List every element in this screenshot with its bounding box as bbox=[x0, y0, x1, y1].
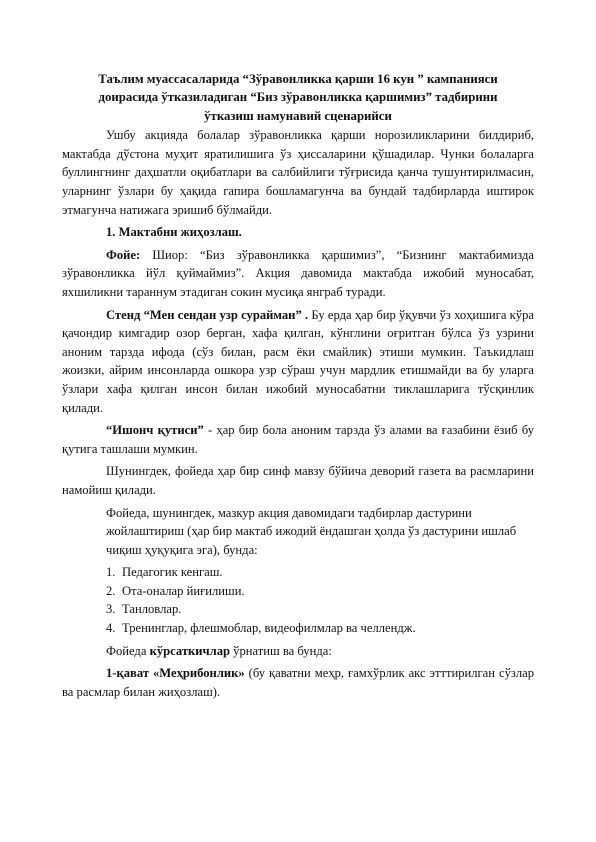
pointers-prefix: Фойеда bbox=[106, 643, 150, 658]
title-line-3: ўтказиш намунавий сценарийси bbox=[204, 108, 392, 123]
stand-label: Стенд “Мен сендан узр сурайман” . bbox=[106, 307, 309, 322]
stand-paragraph bbox=[62, 306, 534, 418]
floor-paragraph bbox=[62, 664, 534, 701]
title-line-1: Таълим муассасаларида “Зўравонликка қарши 16 кун ” кампанияси bbox=[98, 72, 498, 86]
trust-box-paragraph bbox=[62, 421, 534, 458]
list-item-number: 4. bbox=[106, 621, 116, 636]
newspaper-paragraph: Шунингдек, фойеда ҳар бир синф мавзу бўйича деворий газета ва расмларини намойиш қилади. bbox=[62, 464, 534, 497]
list-item bbox=[106, 563, 534, 582]
list-item-text: Педагогик кенгаш. bbox=[122, 565, 223, 580]
floor-label: 1-қават «Меҳрибонлик» bbox=[106, 666, 245, 681]
list-item-text: Танловлар. bbox=[122, 602, 182, 617]
foyer-text: Шиор: “Биз зўравонликка қаршимиз”, “Бизнинг мактабимизда зўравонликка йўл қуймаймиз”. Акция давомида мактабда ижобий муносабат, яхшиликни тараннум этадиган сокин мусиқа янграб туради. bbox=[62, 247, 534, 299]
pointers-suffix: ўрнатиш ва бунда: bbox=[230, 643, 332, 658]
list-item bbox=[106, 619, 534, 638]
pointers-bold: кўрсаткичлар bbox=[149, 643, 231, 658]
document-page bbox=[62, 70, 534, 705]
section-heading-1: 1. Мактабни жиҳозлаш. bbox=[106, 225, 242, 240]
trust-box-text: - ҳар бир бола аноним тарзда ўз алами ва ғазабини ёзиб бу қутига ташлаши мумкин. bbox=[62, 423, 534, 456]
list-item-number: 1. bbox=[106, 565, 116, 580]
list-item-number: 3. bbox=[106, 602, 116, 617]
floor-text: (бу қаватни меҳр, ғамхўрлик акс этттирилган сўзлар ва расмлар билан жиҳозлаш). bbox=[62, 666, 535, 699]
list-item-text: Ота-оналар йиғилиши. bbox=[122, 583, 245, 598]
foyer-label: Фойе: bbox=[106, 247, 141, 262]
event-list bbox=[106, 563, 534, 637]
stand-text: Бу ерда ҳар бир ўқувчи ўз хоҳишига кўра қачондир кимгадир озор берган, хафа қилган, кўнглини оғритган бўлса ўз узрини аноним тарзда ифода (сўз билан, расм ёки смайлик) этиши мумкин. Таъкидлаш жоизки, айрим инсонларда ошкора узр сўраш учун мардлик етишмайди ва бу уларга ўзлари хафа қилган инсон билан ижобий муносабатни тиклашларига тўсқинлик қилади. bbox=[62, 307, 534, 415]
foyer-paragraph bbox=[62, 246, 534, 302]
intro-paragraph: Ушбу акцияда болалар зўравонликка қарши норозиликларини билдириб, мактабда дўстона муҳит яратилишига ўз ҳиссаларини қўшадилар. Чунки болаларга буллингнинг даҳшатли оқибатлари ва салбийлиги тўғрисида қанча тушунтирилмасин, уларнинг ўзлари бу ҳақида гапира бошламагунча ва бундай тадбирларда иштирок этмагунча натижага эришиб бўлмайди. bbox=[62, 128, 534, 217]
list-item bbox=[106, 600, 534, 619]
list-item-text: Тренинглар, флешмоблар, видеофилмлар ва челлендж. bbox=[122, 621, 416, 636]
schedule-paragraph: Фойеда, шунингдек, мазкур акция давомидаги тадбирлар дастурини жойлаштириш (ҳар бир мактаб ижодий ёндашган ҳолда ўз дастурини ишлаб чиқиш ҳуқуқига эга), бунда: bbox=[106, 505, 517, 557]
list-item bbox=[106, 582, 534, 601]
list-item-number: 2. bbox=[106, 583, 116, 598]
title-line-2: доирасида ўтказиладиган “Биз зўравонликка қаршимиз” тадбирини bbox=[98, 90, 498, 105]
trust-box-label: “Ишонч қутиси” bbox=[106, 423, 204, 438]
pointers-paragraph bbox=[106, 642, 534, 661]
document-title bbox=[62, 70, 534, 125]
